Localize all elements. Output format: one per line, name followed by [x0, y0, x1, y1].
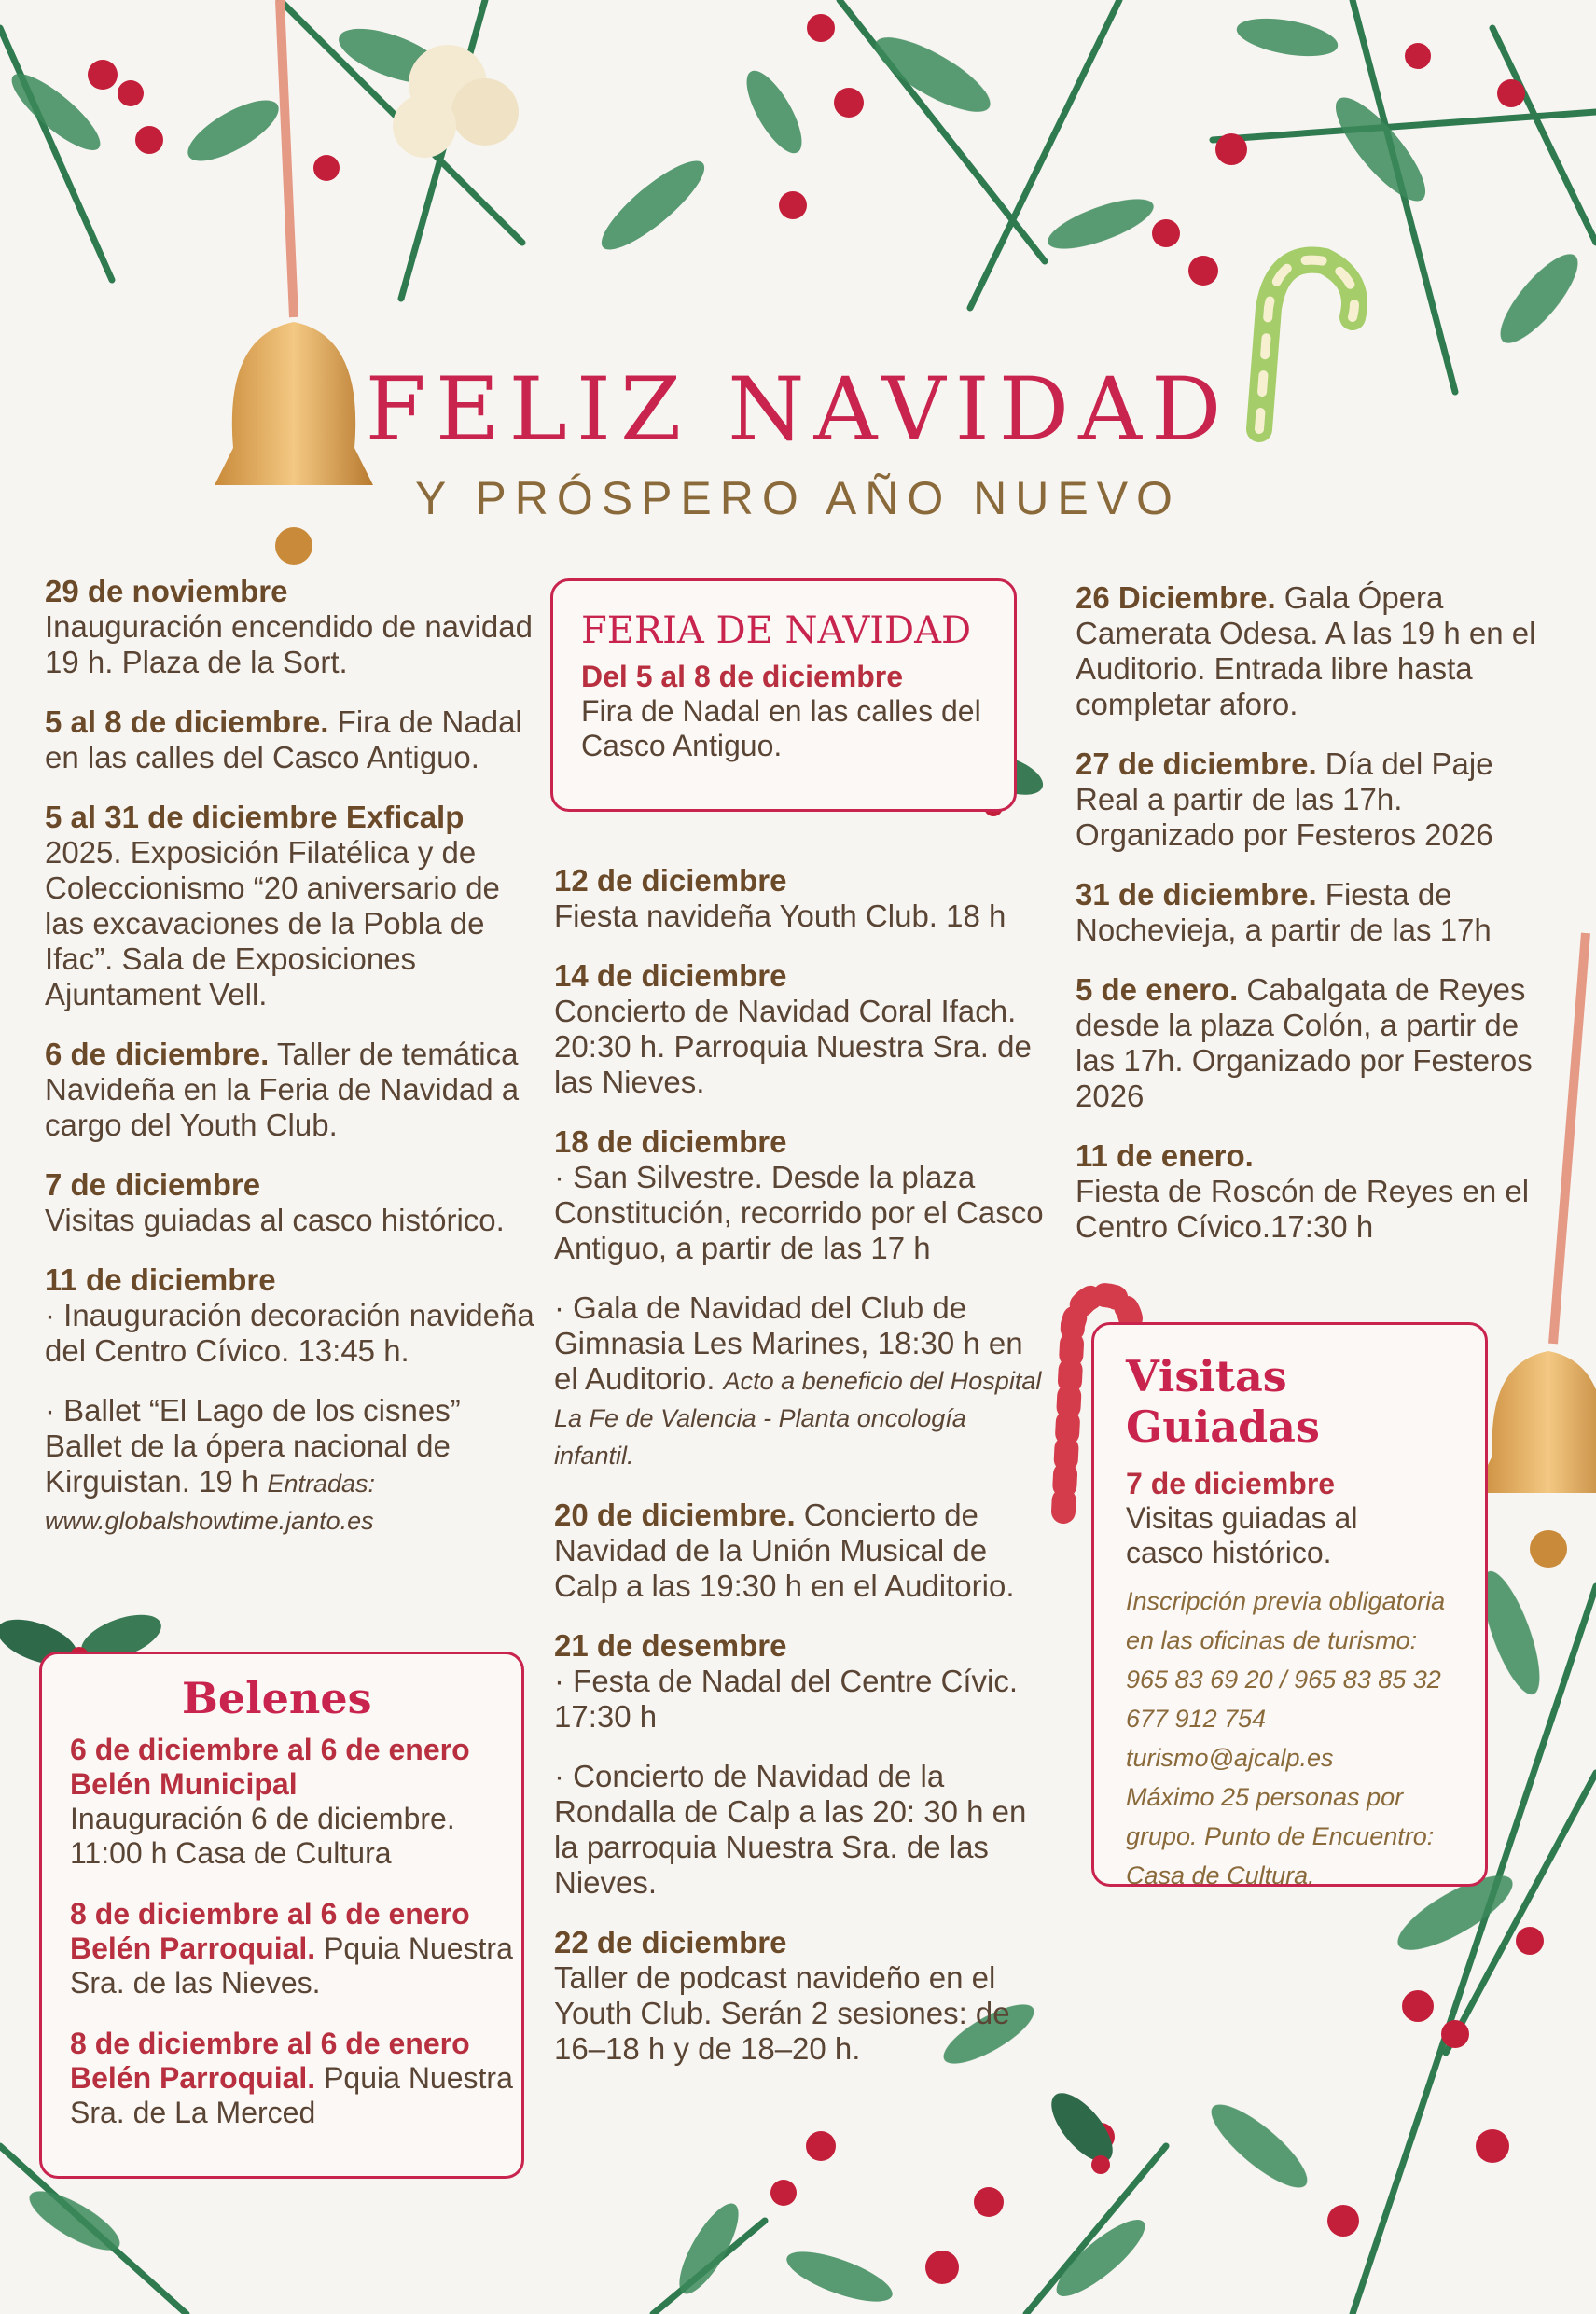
feria-dates: Del 5 al 8 de diciembre: [581, 660, 904, 693]
belen-item: 6 de diciembre al 6 de enero Belén Municipal Inauguración 6 de diciembre. 11:00 h Casa de Cultura: [70, 1733, 470, 1870]
visitas-title: Visitas Guiadas: [1126, 1351, 1320, 1452]
event-item: 5 de enero. Cabalgata de Reyes desde la plaza Colón, a partir de las 17h. Organizado por Festeros 2026: [1076, 972, 1533, 1113]
event-item: 27 de diciembre. Día del Paje Real a partir de las 17h. Organizado por Festeros 2026: [1076, 746, 1493, 852]
event-item: 26 Diciembre. Gala Ópera Camerata Odesa. A las 19 h en el Auditorio. Entrada libre hasta completar aforo.: [1076, 580, 1536, 721]
feria-title: FERIA DE NAVIDAD: [581, 609, 972, 652]
belen-item: 8 de diciembre al 6 de enero Belén Parroquial. Pquia Nuestra Sra. de La Merced: [70, 2027, 513, 2129]
events-column-2: [554, 863, 1044, 2091]
feria-box: [550, 578, 1017, 812]
belen-item: 8 de diciembre al 6 de enero Belén Parroquial. Pquia Nuestra Sra. de las Nieves.: [70, 1897, 513, 2000]
events-column-1: [45, 574, 534, 1563]
belenes-title: Belenes: [182, 1673, 372, 1723]
event-item: · Concierto de Navidad de la Rondalla de Calp a las 20: 30 h en la parroquia Nuestra Sra. de las Nieves.: [554, 1759, 1027, 1900]
event-item: 6 de diciembre. Taller de temática Navideña en la Feria de Navidad a cargo del Youth Club.: [45, 1037, 520, 1142]
subtitle: Y PRÓSPERO AÑO NUEVO: [415, 472, 1181, 524]
email-address: turismo@ajcalp.es: [1126, 1744, 1334, 1772]
event-item: · Ballet “El Lago de los cisnes” Ballet de la ópera nacional de Kirguistan. 19 h Entradas: www.globalshowtime.janto.es: [45, 1393, 461, 1535]
event-item: 12 de diciembre Fiesta navideña Youth Club. 18 h: [554, 863, 1006, 933]
visitas-text: Visitas guiadas al casco histórico.: [1126, 1501, 1358, 1569]
event-item: 20 de diciembre. Concierto de Navidad de la Unión Musical de Calp a las 19:30 h en el Auditorio.: [554, 1498, 1015, 1603]
visitas-box: Visitas Guiadas 7 de diciembre Visitas guiadas al casco histórico. Inscripción previa obligatoria en las oficinas de turismo: 965 83 69 20 / 965 83 85 32 677 912 754 turismo@ajcalp.es Máximo 25 personas por grupo. Punto de Encuentro: Casa de Cultura.: [1091, 1322, 1488, 1887]
phone-numbers: 965 83 69 20 / 965 83 85 32: [1126, 1666, 1441, 1694]
events-column-3: [1076, 580, 1551, 1269]
event-item: 31 de diciembre. Fiesta de Nochevieja, a partir de las 17h: [1076, 877, 1492, 947]
feria-text: Fira de Nadal en las calles del Casco Antiguo.: [581, 694, 981, 762]
event-item: 14 de diciembre Concierto de Navidad Coral Ifach. 20:30 h. Parroquia Nuestra Sra. de las Nieves.: [554, 958, 1032, 1099]
event-item: 7 de diciembre Visitas guiadas al casco histórico.: [45, 1167, 505, 1237]
event-item: 29 de noviembre Inauguración encendido de navidad 19 h. Plaza de la Sort.: [45, 574, 533, 679]
event-item: 21 de desembre · Festa de Nadal del Centre Cívic. 17:30 h: [554, 1628, 1019, 1734]
belenes-box: [39, 1652, 524, 2179]
event-item: 11 de diciembre · Inauguración decoración navideña del Centro Cívico. 13:45 h.: [45, 1262, 534, 1368]
event-item: 5 al 8 de diciembre. Fira de Nadal en las calles del Casco Antiguo.: [45, 704, 522, 774]
main-title: FELIZ NAVIDAD: [365, 359, 1231, 461]
visitas-date: 7 de diciembre: [1126, 1467, 1336, 1500]
event-item: · Gala de Navidad del Club de Gimnasia Les Marines, 18:30 h en el Auditorio. Acto a beneficio del Hospital La Fe de Valencia - Planta oncología infantil.: [554, 1290, 1042, 1470]
mobile-number: 677 912 754: [1126, 1705, 1267, 1733]
event-item: 18 de diciembre · San Silvestre. Desde la plaza Constitución, recorrido por el Casco Antiguo, a partir de las 17 h: [554, 1124, 1044, 1265]
event-item: 11 de enero. Fiesta de Roscón de Reyes en el Centro Cívico.17:30 h: [1076, 1138, 1530, 1244]
event-item: 5 al 31 de diciembre Exficalp 2025. Exposición Filatélica y de Coleccionismo “20 aniversario de las excavaciones de la Pobla de Ifac”. Sala de Exposiciones Ajuntament Vell.: [45, 800, 500, 1011]
event-item: 22 de diciembre Taller de podcast navideño en el Youth Club. Serán 2 sesiones: de 16–18 h y de 18–20 h.: [554, 1925, 1010, 2066]
